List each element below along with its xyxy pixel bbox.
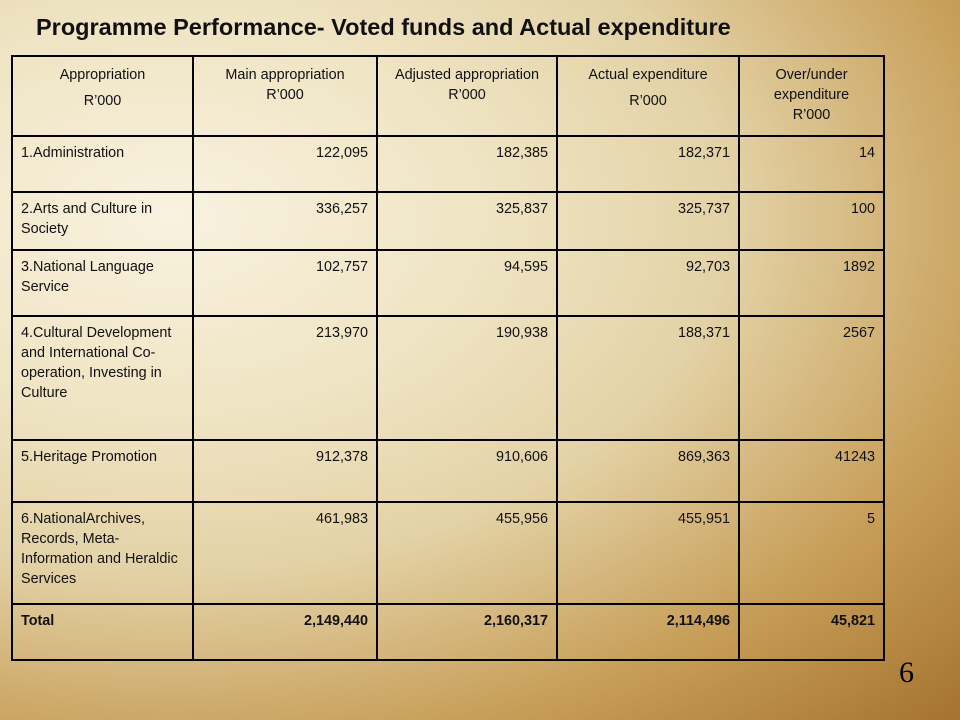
performance-table [11, 55, 885, 661]
table-row [12, 250, 884, 316]
actual-expenditure-cell: 188,371 [557, 316, 739, 440]
variance-cell: 14 [739, 136, 884, 192]
programme-cell: 3.National Language Service [12, 250, 193, 316]
main-appropriation-cell: 122,095 [193, 136, 377, 192]
adjusted-appropriation-cell: 455,956 [377, 502, 557, 604]
table-row [12, 192, 884, 250]
main-appropriation-cell: 461,983 [193, 502, 377, 604]
adjusted-appropriation-cell: 325,837 [377, 192, 557, 250]
header-over-under-expenditure: Over/under expenditure R’000 [739, 56, 884, 136]
variance-cell: 41243 [739, 440, 884, 502]
programme-cell: 6.NationalArchives, Records, Meta-Information and Heraldic Services [12, 502, 193, 604]
table-header-row [12, 56, 884, 136]
adjusted-appropriation-cell: 910,606 [377, 440, 557, 502]
table-row [12, 440, 884, 502]
total-variance-cell: 45,821 [739, 604, 884, 660]
slide-title: Programme Performance- Voted funds and Actual expenditure [36, 14, 731, 40]
variance-cell: 1892 [739, 250, 884, 316]
table-total-row [12, 604, 884, 660]
programme-cell: 4.Cultural Development and International Co-operation, Investing in Culture [12, 316, 193, 440]
table-row [12, 316, 884, 440]
table-row [12, 136, 884, 192]
header-adjusted-appropriation: Adjusted appropriation R’000 [377, 56, 557, 136]
actual-expenditure-cell: 869,363 [557, 440, 739, 502]
variance-cell: 5 [739, 502, 884, 604]
adjusted-appropriation-cell: 190,938 [377, 316, 557, 440]
programme-cell: 2.Arts and Culture in Society [12, 192, 193, 250]
variance-cell: 100 [739, 192, 884, 250]
total-label-cell: Total [12, 604, 193, 660]
actual-expenditure-cell: 325,737 [557, 192, 739, 250]
actual-expenditure-cell: 182,371 [557, 136, 739, 192]
programme-cell: 5.Heritage Promotion [12, 440, 193, 502]
total-actual-expenditure-cell: 2,114,496 [557, 604, 739, 660]
main-appropriation-cell: 102,757 [193, 250, 377, 316]
main-appropriation-cell: 213,970 [193, 316, 377, 440]
header-actual-expenditure: Actual expenditure R’000 [557, 56, 739, 136]
adjusted-appropriation-cell: 94,595 [377, 250, 557, 316]
adjusted-appropriation-cell: 182,385 [377, 136, 557, 192]
programme-cell: 1.Administration [12, 136, 193, 192]
header-main-appropriation: Main appropriation R’000 [193, 56, 377, 136]
variance-cell: 2567 [739, 316, 884, 440]
main-appropriation-cell: 336,257 [193, 192, 377, 250]
total-main-appropriation-cell: 2,149,440 [193, 604, 377, 660]
page-number: 6 [899, 656, 914, 689]
actual-expenditure-cell: 92,703 [557, 250, 739, 316]
header-appropriation: Appropriation R’000 [12, 56, 193, 136]
table-row [12, 502, 884, 604]
main-appropriation-cell: 912,378 [193, 440, 377, 502]
actual-expenditure-cell: 455,951 [557, 502, 739, 604]
total-adjusted-appropriation-cell: 2,160,317 [377, 604, 557, 660]
